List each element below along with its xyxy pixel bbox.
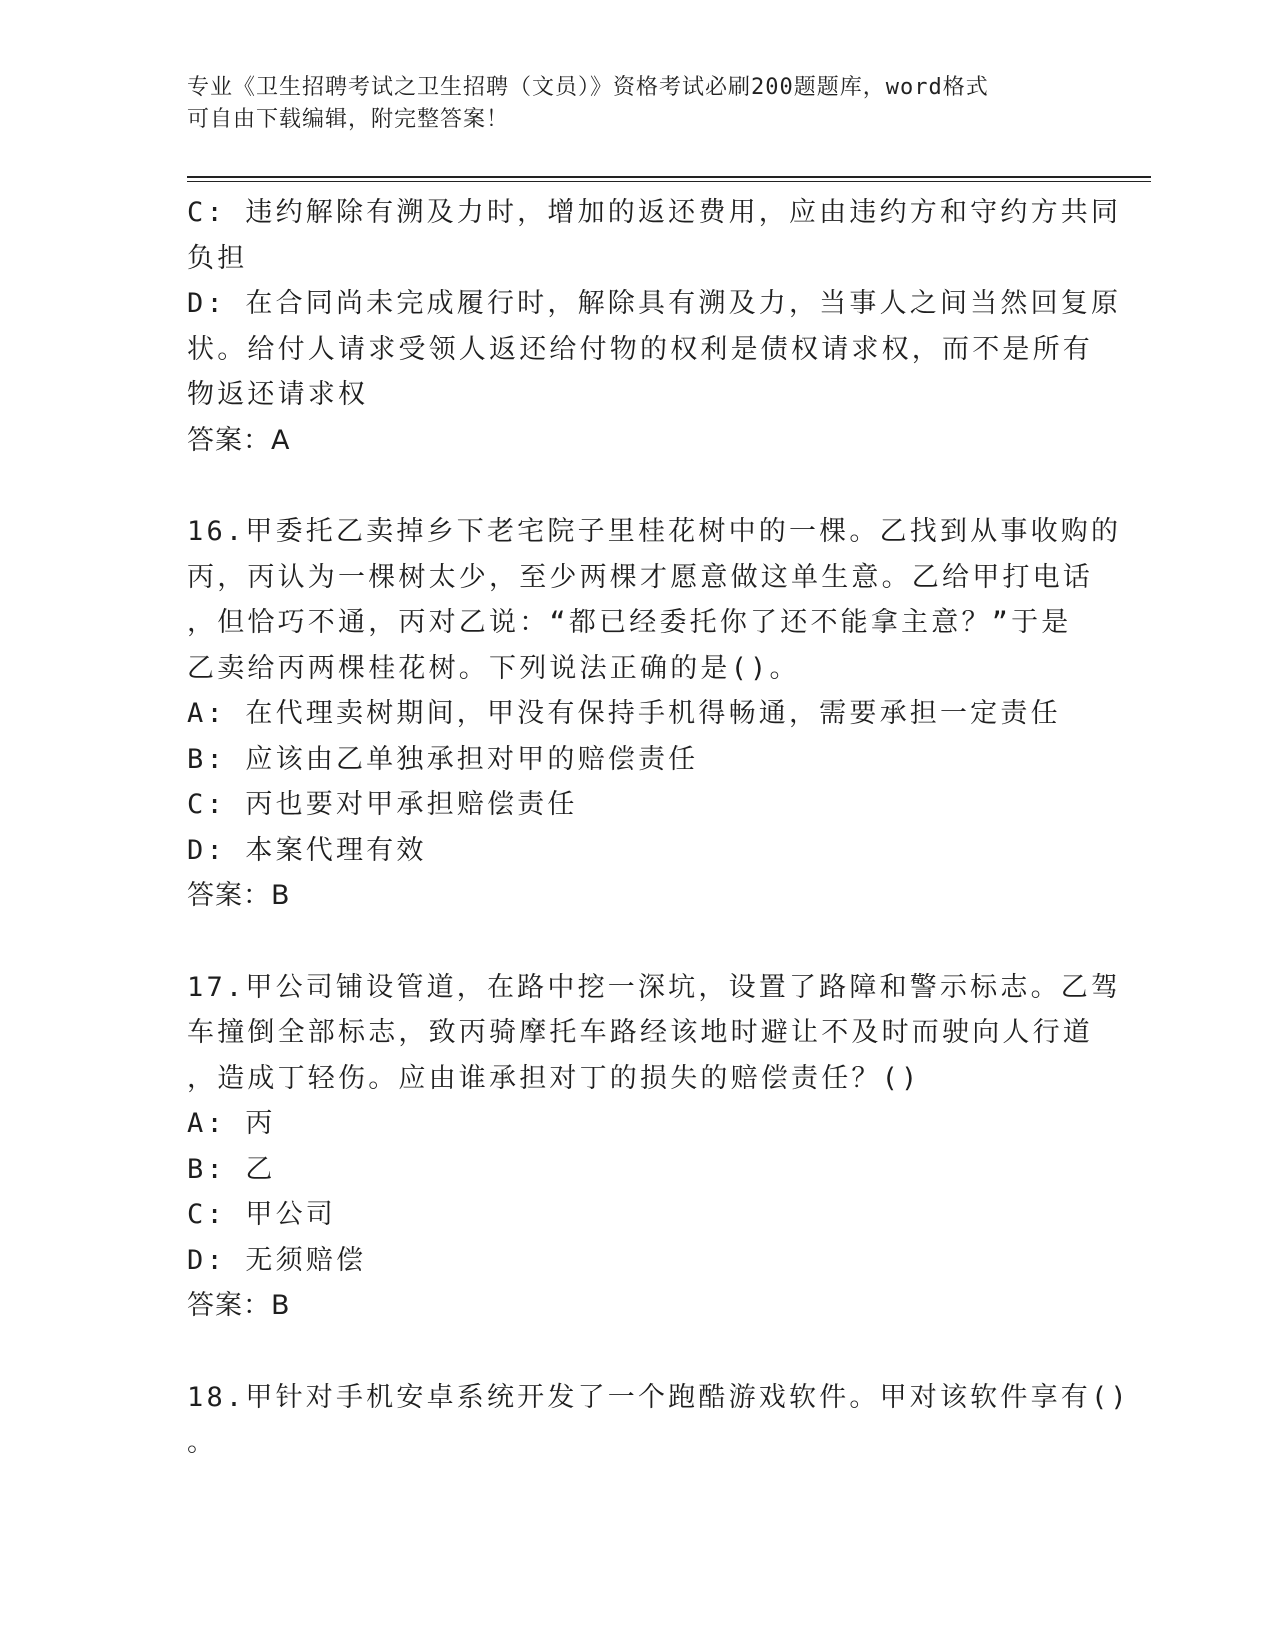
question-spacer <box>187 919 1087 965</box>
question-stem-line: 18.甲针对手机安卓系统开发了一个跑酷游戏软件。甲对该软件享有() <box>187 1381 1130 1413</box>
option-c-line: 负担 <box>187 242 248 274</box>
question-stem-line: 17.甲公司铺设管道，在路中挖一深坑，设置了路障和警示标志。乙驾 <box>187 971 1122 1003</box>
question-stem-line: ，造成丁轻伤。应由谁承担对丁的损失的赔偿责任？() <box>187 1062 921 1094</box>
option-c: C: 丙也要对甲承担赔偿责任 <box>187 789 578 820</box>
option-a: A: 丙 <box>187 1108 276 1139</box>
question-content <box>187 190 1130 1466</box>
question-stem-line: 16.甲委托乙卖掉乡下老宅院子里桂花树中的一棵。乙找到从事收购的 <box>187 516 1122 547</box>
option-c: C: 甲公司 <box>187 1199 336 1230</box>
option-b: B: 应该由乙单独承担对甲的赔偿责任 <box>187 743 699 775</box>
option-d-line: 物返还请求权 <box>187 379 369 410</box>
question-stem-line: 乙卖给丙两棵桂花树。下列说法正确的是()。 <box>187 652 800 684</box>
question-stem-line: 。 <box>187 1427 218 1458</box>
question-spacer <box>187 1329 1087 1375</box>
question-16 <box>187 509 1122 919</box>
question-stem-line: 车撞倒全部标志，致丙骑摩托车路经该地时避让不及时而驶向人行道 <box>187 1017 1093 1048</box>
answer-label: 答案：A <box>187 424 291 456</box>
question-17 <box>187 965 1122 1329</box>
answer-label: 答案：B <box>187 880 291 911</box>
question-stem-line: 丙，丙认为一棵树太少，至少两棵才愿意做这单生意。乙给甲打电话 <box>187 561 1093 593</box>
option-d-line: 状。给付人请求受领人返还给付物的权利是债权请求权，而不是所有 <box>187 333 1093 365</box>
question-spacer <box>187 463 1087 509</box>
option-c-line: C: 违约解除有溯及力时，增加的返还费用，应由违约方和守约方共同 <box>187 197 1122 228</box>
option-d-line: D: 在合同尚未完成履行时，解除具有溯及力，当事人之间当然回复原 <box>187 288 1122 319</box>
question-stem-line: ，但恰巧不通，丙对乙说：“都已经委托你了还不能拿主意？”于是 <box>187 607 1072 638</box>
header-divider-thin <box>187 181 1151 182</box>
header-divider-thick <box>187 176 1151 178</box>
header-title-line-1: 专业《卫生招聘考试之卫生招聘（文员）》资格考试必刷200题题库，word格式 <box>187 75 989 100</box>
option-d: D: 无须赔偿 <box>187 1244 367 1276</box>
option-b: B: 乙 <box>187 1153 276 1185</box>
question-18 <box>187 1375 1130 1466</box>
answer-label: 答案：B <box>187 1290 291 1321</box>
question-15-tail <box>187 190 1122 463</box>
option-a: A: 在代理卖树期间，甲没有保持手机得畅通，需要承担一定责任 <box>187 698 1061 729</box>
option-d: D: 本案代理有效 <box>187 834 427 866</box>
page-header <box>187 72 1087 136</box>
header-title-line-2: 可自由下载编辑，附完整答案！ <box>187 107 510 132</box>
